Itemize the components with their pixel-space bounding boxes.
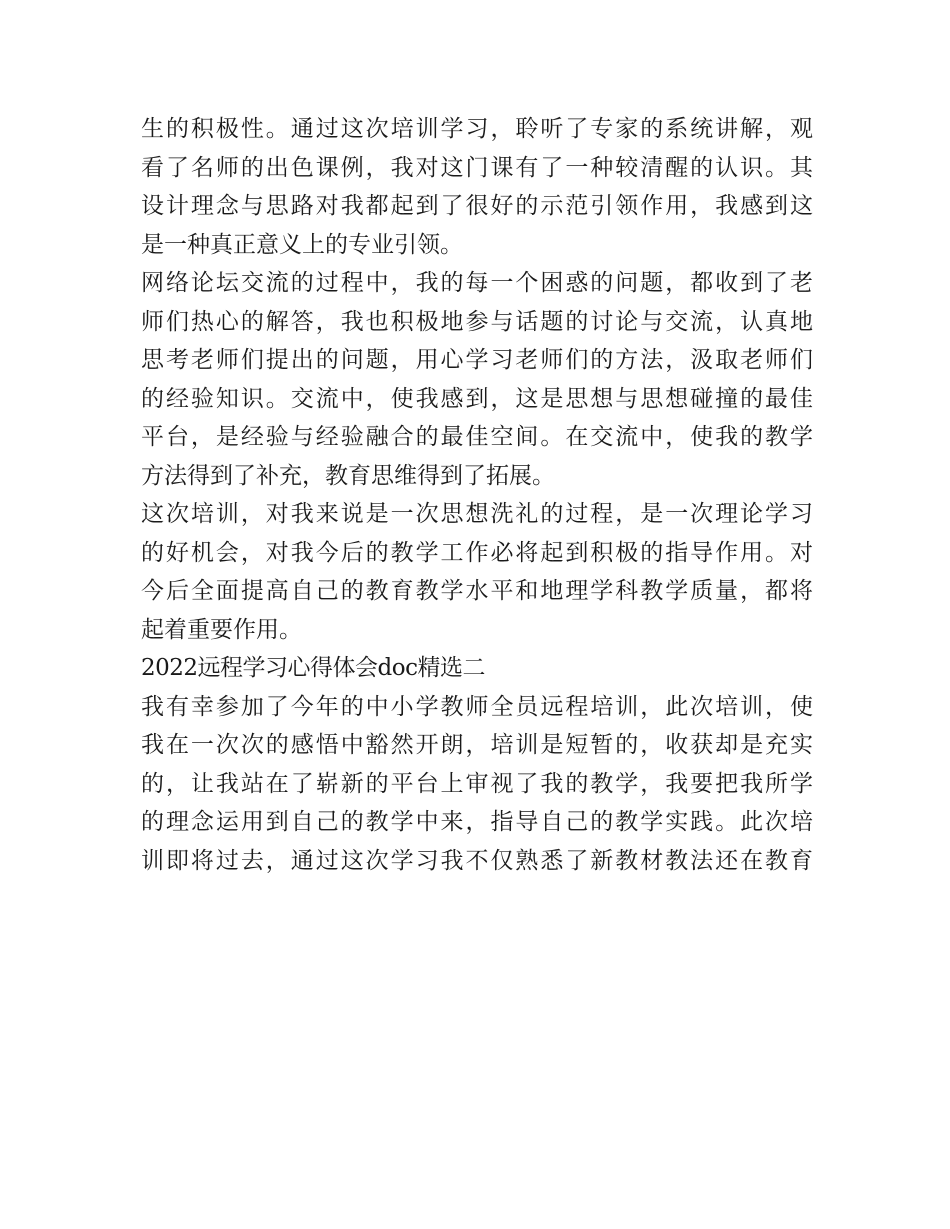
paragraph-line: 起着重要作用。	[141, 616, 302, 643]
paragraph-line: 我在一次次的感悟中豁然开朗，培训是短暂的，收获却是充实	[141, 732, 813, 758]
paragraph-line: 的好机会，对我今后的教学工作必将起到积极的指导作用。对	[141, 539, 813, 566]
paragraph-line: 训即将过去，通过这次学习我不仅熟悉了新教材教法还在教育	[141, 847, 813, 874]
paragraph-line: 设计理念与思路对我都起到了很好的示范引领作用，我感到这	[141, 193, 813, 219]
paragraph-line: 平台，是经验与经验融合的最佳空间。在交流中，使我的教学	[141, 424, 813, 450]
paragraph-line: 这次培训，对我来说是一次思想洗礼的过程，是一次理论学习	[141, 501, 813, 527]
paragraph-line: 思考老师们提出的问题，用心学习老师们的方法，汲取老师们	[141, 347, 813, 373]
document-body	[141, 110, 813, 880]
section-heading: 2022远程学习心得体会doc精选二	[141, 655, 485, 681]
paragraph-line: 的理念运用到自己的教学中来，指导自己的教学实践。此次培	[141, 809, 813, 835]
paragraph-line: 网络论坛交流的过程中，我的每一个困惑的问题，都收到了老	[141, 270, 813, 296]
paragraph-line: 师们热心的解答，我也积极地参与话题的讨论与交流，认真地	[141, 308, 813, 335]
paragraph-line: 我有幸参加了今年的中小学教师全员远程培训，此次培训，使	[141, 693, 813, 720]
paragraph-line: 的经验知识。交流中，使我感到，这是思想与思想碰撞的最佳	[141, 385, 813, 412]
paragraph-line: 今后全面提高自己的教育教学水平和地理学科教学质量，都将	[141, 578, 813, 604]
paragraph-line: 生的积极性。通过这次培训学习，聆听了专家的系统讲解，观	[141, 116, 813, 142]
paragraph-line: 是一种真正意义上的专业引领。	[141, 231, 463, 258]
paragraph-line: 看了名师的出色课例，我对这门课有了一种较清醒的认识。其	[141, 154, 813, 181]
paragraph-line: 的，让我站在了崭新的平台上审视了我的教学，我要把我所学	[141, 770, 813, 797]
paragraph-line: 方法得到了补充，教育思维得到了拓展。	[141, 462, 555, 489]
